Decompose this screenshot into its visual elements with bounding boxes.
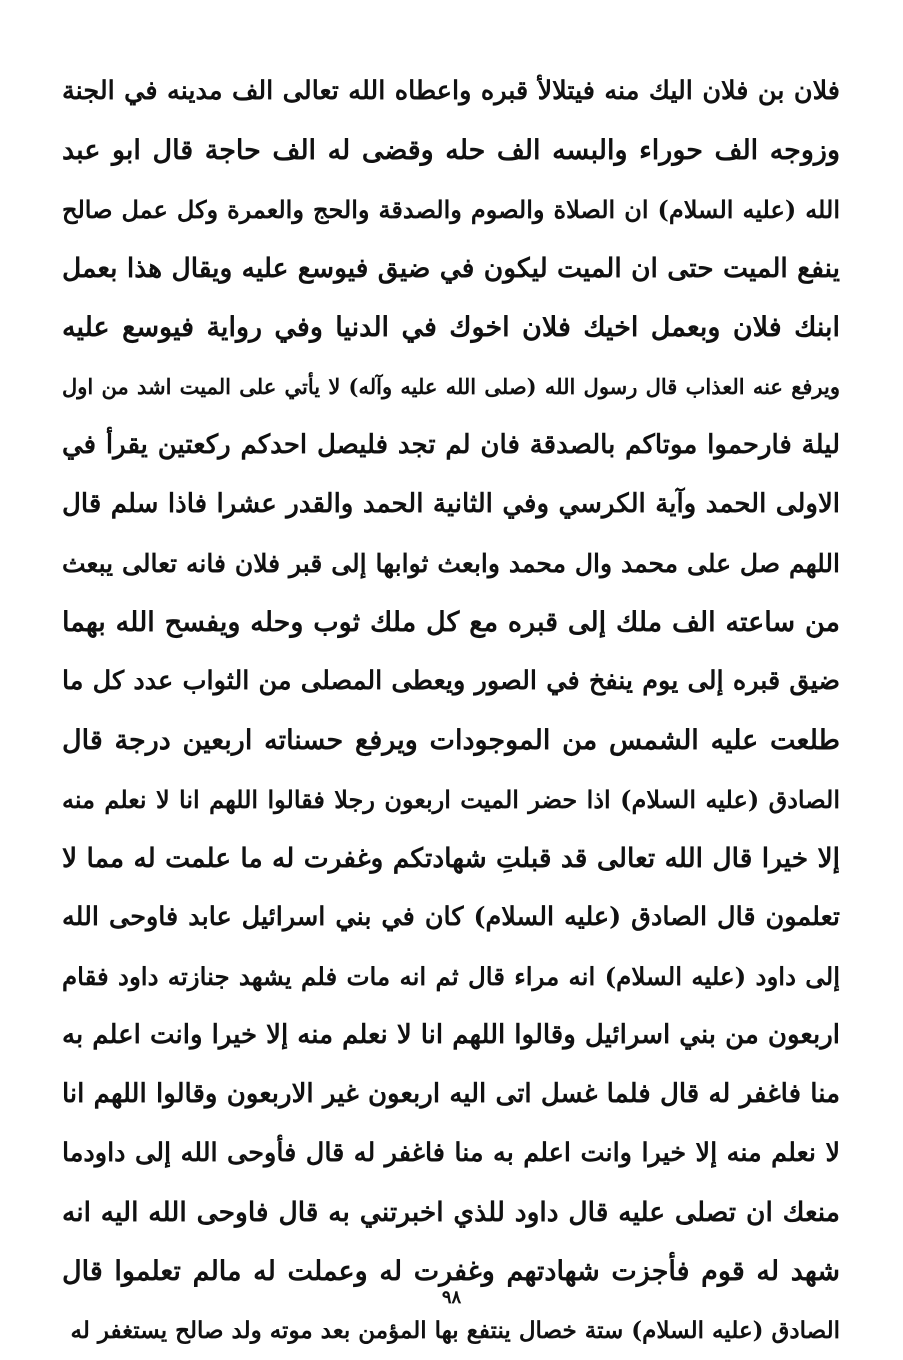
text-line: ليلة فارحموا موتاكم بالصدقة فان لم تجد فليصل احدكم ركعتين يقرأ في [62, 430, 840, 460]
page-number: ٩٨ [441, 1287, 462, 1308]
text-line: ابنك فلان وبعمل اخيك فلان اخوك في الدنيا وفي رواية فيوسع عليه [62, 312, 840, 343]
text-line: طلعت عليه الشمس من الموجودات ويرفع حسناته اربعين درجة قال [62, 725, 840, 756]
text-line: منعك ان تصلى عليه قال داود للذي اخبرتني به قال فاوحى الله اليه انه [62, 1197, 840, 1228]
text-line: من ساعته الف ملك إلى قبره مع كل ملك ثوب وحله ويفسح الله بهما [62, 607, 840, 638]
text-line: إلا خيرا قال الله تعالى قد قبلتِ شهادتكم وغفرت له ما علمت له مما لا [62, 843, 840, 874]
text-line: تعلمون قال الصادق (عليه السلام) كان في بني اسرائيل عابد فاوحى الله [62, 902, 840, 932]
text-line: لا نعلم منه إلا خيرا وانت اعلم به منا فاغفر له قال فأوحى الله إلى داودما [62, 1138, 840, 1168]
text-line: منا فاغفر له قال فلما غسل اتى اليه اربعون غير الاربعون وقالوا اللهم انا [62, 1079, 840, 1109]
text-line: الله (عليه السلام) ان الصلاة والصوم والصدقة والحج والعمرة وكل عمل صالح [62, 195, 840, 224]
text-line: ينفع الميت حتى ان الميت ليكون في ضيق فيوسع عليه ويقال هذا بعمل [62, 253, 840, 284]
text-line: ضيق قبره إلى يوم ينفخ في الصور ويعطى المصلى من الثواب عدد كل ما [62, 666, 840, 696]
text-line: الصادق (عليه السلام) اذا حضر الميت اربعون رجلا فقالوا اللهم انا لا نعلم منه [62, 785, 840, 814]
body-text [62, 62, 840, 1360]
text-line: اللهم صل على محمد وال محمد وابعث ثوابها إلى قبر فلان فانه تعالى يبعث [62, 549, 840, 578]
text-line: فلان بن فلان اليك منه فيتلالأ قبره واعطاه الله تعالى الف مدينه في الجنة [62, 76, 840, 106]
text-line: الصادق (عليه السلام) ستة خصال ينتفع بها المؤمن بعد موته ولد صالح يستغفر له [70, 1317, 840, 1344]
text-line: وزوجه الف حوراء والبسه الف حله وقضى له الف حاجة قال ابو عبد [62, 135, 840, 166]
text-line: إلى داود (عليه السلام) انه مراء قال ثم انه مات فلم يشهد جنازته داود فقام [62, 962, 840, 991]
text-line: الاولى الحمد وآية الكرسي وفي الثانية الحمد والقدر عشرا فاذا سلم قال [62, 489, 840, 519]
text-line: اربعون من بني اسرائيل وقالوا اللهم انا لا نعلم منه إلا خيرا وانت اعلم به [62, 1020, 840, 1050]
text-line: ويرفع عنه العذاب قال رسول الله (صلى الله عليه وآله) لا يأتي على الميت اشد من اول [62, 374, 840, 399]
text-line: شهد له قوم فأجزت شهادتهم وغفرت له وعملت له مالم تعلموا قال [62, 1256, 840, 1287]
